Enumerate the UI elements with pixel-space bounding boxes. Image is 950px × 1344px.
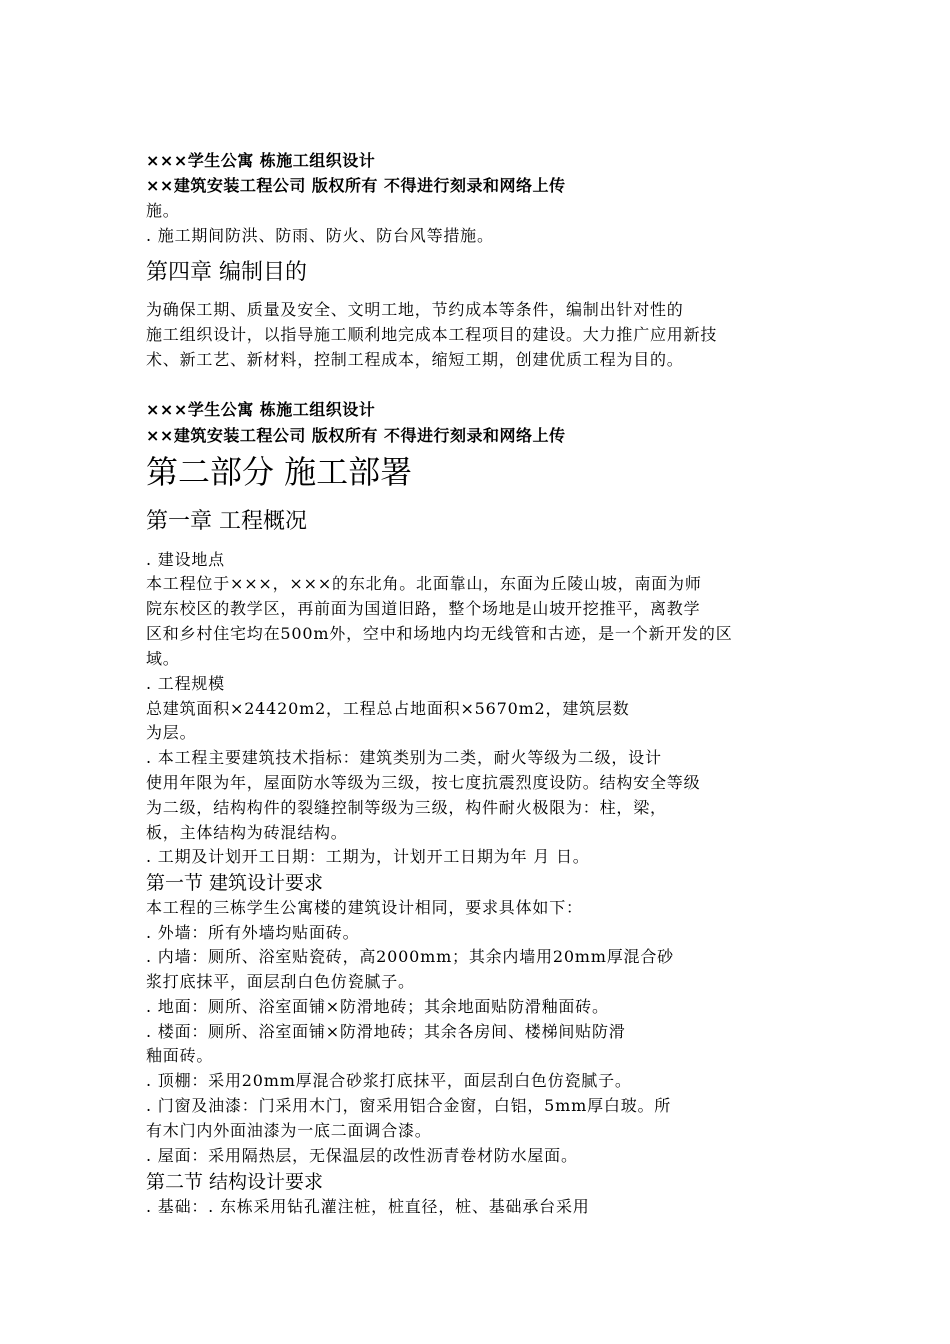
list-item: . 建设地点 [146,550,225,569]
section-title: 第二节 结构设计要求 [146,1171,324,1193]
list-item: . 工程规模 [146,674,225,693]
body-text: 总建筑面积×24420m2，工程总占地面积×5670m2，建筑层数 [146,699,630,718]
list-item: . 工期及计划开工日期：工期为，计划开工日期为年 月 日。 [146,847,590,866]
body-text: 为确保工期、质量及安全、文明工地，节约成本等条件，编制出针对性的 [146,300,684,319]
running-header-title: ×××学生公寓 栋施工组织设计 [146,400,376,419]
running-header-copyright: ××建筑安装工程公司 版权所有 不得进行刻录和网络上传 [146,426,566,445]
list-item: . 门窗及油漆：门采用木门，窗采用铝合金窗，白铝，5mm厚白玻。所 [146,1096,672,1115]
body-text: 施工组织设计，以指导施工顺利地完成本工程项目的建设。大力推广应用新技 [146,325,718,344]
list-item: . 楼面：厕所、浴室面铺×防滑地砖；其余各房间、楼梯间贴防滑 [146,1022,626,1041]
list-item: . 内墙：厕所、浴室贴瓷砖，高2000mm；其余内墙用20mm厚混合砂 [146,947,674,966]
list-item: . 屋面：采用隔热层，无保温层的改性沥青卷材防水屋面。 [146,1146,578,1165]
body-text: 为层。 [146,723,197,742]
body-text: 域。 [146,649,180,668]
body-text: 为二级，结构构件的裂缝控制等级为三级，构件耐火极限为：柱，梁， [146,798,667,817]
body-text: 有木门内外面油漆为一底二面调合漆。 [146,1121,432,1140]
list-item: . 顶棚：采用20mm厚混合砂浆打底抹平，面层刮白色仿瓷腻子。 [146,1071,632,1090]
body-text: 本工程的三栋学生公寓楼的建筑设计相同，要求具体如下： [146,898,583,917]
list-item: . 基础：. 东栋采用钻孔灌注桩，桩直径，桩、基础承台采用 [146,1197,590,1216]
body-text: 釉面砖。 [146,1046,214,1065]
body-text: . 施工期间防洪、防雨、防火、防台风等措施。 [146,226,494,245]
body-text: 施。 [146,201,180,220]
running-header-copyright: ××建筑安装工程公司 版权所有 不得进行刻录和网络上传 [146,176,566,195]
body-text: 本工程位于×××，×××的东北角。北面靠山，东面为丘陵山坡，南面为师 [146,574,702,593]
part-title: 第二部分 施工部署 [146,453,413,491]
body-text: 使用年限为年，屋面防水等级为三级，按七度抗震烈度设防。结构安全等级 [146,773,701,792]
chapter-title: 第一章 工程概况 [146,509,307,534]
body-text: 区和乡村住宅均在500m外，空中和场地内均无线管和古迹，是一个新开发的区 [146,624,733,643]
body-text: 术、新工艺、新材料，控制工程成本，缩短工期，创建优质工程为目的。 [146,350,684,369]
body-text: 板，主体结构为砖混结构。 [146,823,348,842]
list-item: . 本工程主要建筑技术指标：建筑类别为二类，耐火等级为二级，设计 [146,748,662,767]
chapter-title: 第四章 编制目的 [146,260,307,285]
list-item: . 外墙：所有外墙均贴面砖。 [146,923,360,942]
body-text: 院东校区的教学区，再前面为国道旧路，整个场地是山坡开挖推平，离教学 [146,599,701,618]
list-item: . 地面：厕所、浴室面铺×防滑地砖；其余地面贴防滑釉面砖。 [146,997,609,1016]
body-text: 浆打底抹平，面层刮白色仿瓷腻子。 [146,972,415,991]
running-header-title: ×××学生公寓 栋施工组织设计 [146,151,376,170]
section-title: 第一节 建筑设计要求 [146,872,324,894]
